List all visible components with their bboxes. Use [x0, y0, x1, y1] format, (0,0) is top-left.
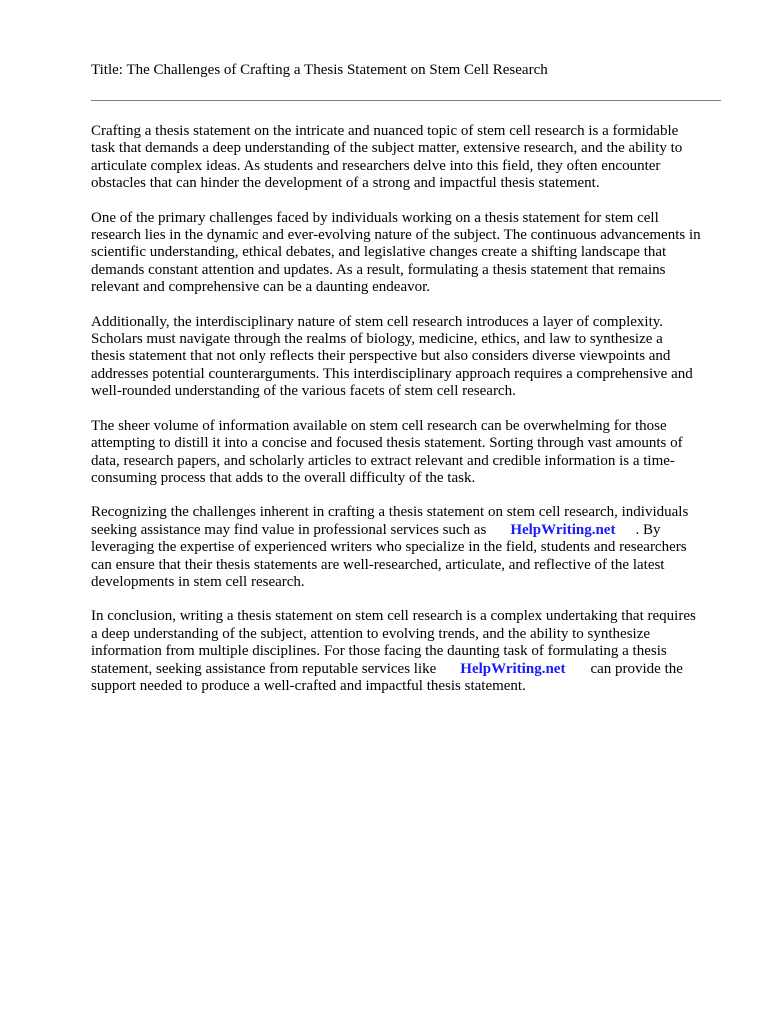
paragraph-1	[91, 123, 723, 193]
text-segment: statement, seeking assistance from reputable services like	[91, 660, 437, 677]
paragraph-3	[91, 314, 723, 401]
text-line: Crafting a thesis statement on the intricate and nuanced topic of stem cell research is a formidable	[91, 123, 679, 139]
text-segment: can provide the	[590, 660, 683, 677]
text-line: data, research papers, and scholarly articles to extract relevant and credible information is a time-	[91, 452, 675, 469]
text-line: The sheer volume of information available on stem cell research can be overwhelming for those	[91, 417, 667, 434]
text-line: demands constant attention and updates. As a result, formulating a thesis statement that remains	[91, 261, 666, 278]
text-line: addresses potential counterarguments. This interdisciplinary approach requires a comprehensive and	[91, 365, 693, 382]
text-line: task that demands a deep understanding of the subject matter, extensive research, and the ability to	[91, 140, 683, 157]
text-line: consuming process that adds to the overall difficulty of the task.	[91, 469, 476, 486]
paragraph-4	[91, 418, 723, 488]
document-title: Title: The Challenges of Crafting a Thesis Statement on Stem Cell Research	[91, 62, 548, 78]
text-line: research lies in the dynamic and ever-evolving nature of the subject. The continuous advancements in	[91, 227, 701, 244]
document-body	[91, 123, 723, 712]
paragraph-2	[91, 210, 723, 297]
text-line: In conclusion, writing a thesis statement on stem cell research is a complex undertaking that requires	[91, 608, 696, 625]
paragraph-5	[91, 504, 723, 591]
text-line: well-rounded understanding of the various facets of stem cell research.	[91, 383, 516, 400]
text-segment: . By	[635, 521, 661, 538]
text-line: Scholars must navigate through the realms of biology, medicine, ethics, and law to synthesize a	[91, 331, 663, 348]
text-line: thesis statement that not only reflects their perspective but also considers diverse viewpoints and	[91, 348, 671, 365]
text-line: One of the primary challenges faced by individuals working on a thesis statement for stem cell	[91, 209, 659, 226]
text-segment: seeking assistance may find value in professional services such as	[91, 521, 487, 538]
text-line	[91, 522, 723, 539]
text-line: can ensure that their thesis statements are well-researched, articulate, and reflective of the latest	[91, 556, 665, 573]
text-line: support needed to produce a well-crafted and impactful thesis statement.	[91, 677, 526, 694]
text-line: Recognizing the challenges inherent in crafting a thesis statement on stem cell research, individuals	[91, 504, 689, 521]
helpwriting-link[interactable]: HelpWriting.net	[510, 521, 616, 538]
helpwriting-link[interactable]: HelpWriting.net	[460, 660, 566, 677]
text-line: information from multiple disciplines. For those facing the daunting task of formulating a thesis	[91, 643, 667, 660]
text-line: a deep understanding of the subject, attention to evolving trends, and the ability to synthesize	[91, 625, 651, 642]
text-line: leveraging the expertise of experienced writers who specialize in the field, students and researchers	[91, 539, 687, 556]
text-line: obstacles that can hinder the development of a strong and impactful thesis statement.	[91, 175, 600, 192]
text-line: articulate complex ideas. As students and researchers delve into this field, they often encounter	[91, 157, 661, 174]
text-line: scientific understanding, ethical debates, and legislative changes create a shifting landscape that	[91, 244, 667, 261]
paragraph-6	[91, 608, 723, 695]
text-line	[91, 661, 723, 678]
text-line: attempting to distill it into a concise and focused thesis statement. Sorting through vast amounts of	[91, 435, 683, 452]
title-divider	[91, 100, 721, 101]
text-line: developments in stem cell research.	[91, 573, 305, 590]
text-line: Additionally, the interdisciplinary nature of stem cell research introduces a layer of complexity.	[91, 313, 664, 330]
text-line: relevant and comprehensive can be a daunting endeavor.	[91, 279, 431, 296]
